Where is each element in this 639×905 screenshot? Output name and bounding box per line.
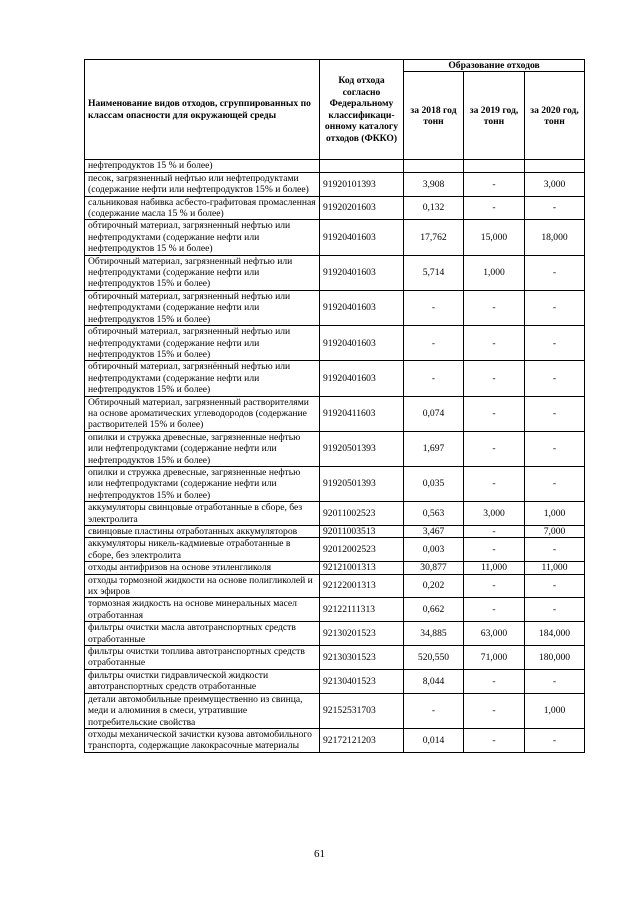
cell-2018: 17,762: [404, 220, 464, 255]
cell-2020: 1,000: [525, 693, 585, 728]
cell-name: Обтирочный материал, загрязненный нефтью или нефтепродуктами (содержание нефти или нефтепродуктов 15% и более): [85, 255, 320, 290]
cell-code: 91920101393: [320, 172, 404, 196]
cell-code: 91920411603: [320, 396, 404, 431]
cell-2020: -: [525, 728, 585, 752]
cell-2020: 18,000: [525, 220, 585, 255]
table-row: [85, 290, 585, 325]
table-row: [85, 728, 585, 752]
cell-code: 92122001313: [320, 574, 404, 598]
table-row: [85, 574, 585, 598]
cell-2020: -: [525, 396, 585, 431]
header-2018: за 2018 год тонн: [404, 72, 464, 160]
table-row: [85, 622, 585, 646]
cell-name: сальниковая набивка асбесто-графитовая промасленная (содержание масла 15 % и более): [85, 196, 320, 220]
cell-2020: -: [525, 431, 585, 466]
cell-name: обтирочный материал, загрязнённый нефтью или нефтепродуктами (содержание нефти или нефтепродуктов 15% и более): [85, 361, 320, 396]
cell-2019: -: [464, 172, 525, 196]
cell-2019: -: [464, 693, 525, 728]
table-row: [85, 646, 585, 670]
cell-name: песок, загрязненный нефтью или нефтепродуктами (содержание нефти или нефтепродуктов 15% и более): [85, 172, 320, 196]
cell-2019: -: [464, 598, 525, 622]
cell-2019: -: [464, 526, 525, 538]
cell-2018: 0,014: [404, 728, 464, 752]
cell-2019: -: [464, 574, 525, 598]
cell-code: 92130201523: [320, 622, 404, 646]
cell-code: 92130401523: [320, 669, 404, 693]
cell-2019: -: [464, 431, 525, 466]
table-row: [85, 562, 585, 574]
cell-2019: -: [464, 196, 525, 220]
cell-code: 91920401603: [320, 220, 404, 255]
cell-code: 91920501393: [320, 431, 404, 466]
cell-2020: 11,000: [525, 562, 585, 574]
cell-name: опилки и стружка древесные, загрязненные нефтью или нефтепродуктами (содержание нефти или нефтепродуктов 15% и более): [85, 466, 320, 501]
cell-2020: -: [525, 466, 585, 501]
table-body: [85, 160, 585, 752]
cell-2020: -: [525, 290, 585, 325]
table-row: [85, 431, 585, 466]
header-name: Наименование видов отходов, сгруппированных по классам опасности для окружающей среды: [85, 60, 320, 160]
cell-code: 92152531703: [320, 693, 404, 728]
table-row: [85, 466, 585, 501]
cell-code: 91920401603: [320, 326, 404, 361]
cell-2018: 8,044: [404, 669, 464, 693]
cell-name: отходы механической зачистки кузова автомобильного транспорта, содержащие лакокрасочные материалы: [85, 728, 320, 752]
cell-2020: 180,000: [525, 646, 585, 670]
cell-name: свинцовые пластины отработанных аккумуляторов: [85, 526, 320, 538]
cell-2018: 1,697: [404, 431, 464, 466]
cell-name: детали автомобильные преимущественно из свинца, меди и алюминия в смеси, утратившие потребительские свойства: [85, 693, 320, 728]
cell-2018: -: [404, 693, 464, 728]
cell-2018: 34,885: [404, 622, 464, 646]
cell-name: тормозная жидкость на основе минеральных масел отработанная: [85, 598, 320, 622]
cell-code: 91920201603: [320, 196, 404, 220]
header-waste-generation: Образование отходов: [404, 60, 585, 72]
table-row: [85, 220, 585, 255]
cell-2018: 5,714: [404, 255, 464, 290]
cell-2019: -: [464, 728, 525, 752]
cell-2019: 3,000: [464, 502, 525, 526]
cell-2018: -: [404, 326, 464, 361]
cell-2019: -: [464, 669, 525, 693]
cell-name: аккумуляторы свинцовые отработанные в сборе, без электролита: [85, 502, 320, 526]
cell-2018: 520,550: [404, 646, 464, 670]
table-row: [85, 196, 585, 220]
cell-name: опилки и стружка древесные, загрязненные нефтью или нефтепродуктами (содержание нефти или нефтепродуктов 15% и более): [85, 431, 320, 466]
cell-2020: [525, 160, 585, 172]
cell-code: 91920401603: [320, 255, 404, 290]
cell-name: обтирочный материал, загрязненный нефтью или нефтепродуктами (содержание нефти или нефтепродуктов 15% и более): [85, 326, 320, 361]
cell-code: 92011002523: [320, 502, 404, 526]
table-row: [85, 160, 585, 172]
cell-2019: 1,000: [464, 255, 525, 290]
cell-code: 92172121203: [320, 728, 404, 752]
header-2019: за 2019 год, тонн: [464, 72, 525, 160]
cell-2018: 0,563: [404, 502, 464, 526]
cell-name: аккумуляторы никель-кадмиевые отработанные в сборе, без электролита: [85, 538, 320, 562]
cell-2019: -: [464, 326, 525, 361]
cell-code: [320, 160, 404, 172]
cell-code: 91920401603: [320, 290, 404, 325]
cell-2019: -: [464, 466, 525, 501]
table-row: [85, 693, 585, 728]
cell-2019: 11,000: [464, 562, 525, 574]
cell-2020: 184,000: [525, 622, 585, 646]
cell-2018: 3,908: [404, 172, 464, 196]
page-number: 61: [314, 848, 325, 860]
cell-name: обтирочный материал, загрязненный нефтью или нефтепродуктами (содержание нефти или нефтепродуктов 15% и более): [85, 290, 320, 325]
cell-2018: -: [404, 361, 464, 396]
cell-code: 91920401603: [320, 361, 404, 396]
table-row: [85, 538, 585, 562]
cell-name: нефтепродуктов 15 % и более): [85, 160, 320, 172]
cell-2018: 0,202: [404, 574, 464, 598]
table-row: [85, 326, 585, 361]
cell-2019: -: [464, 396, 525, 431]
cell-2019: 63,000: [464, 622, 525, 646]
cell-2018: 0,074: [404, 396, 464, 431]
cell-2018: -: [404, 290, 464, 325]
cell-code: 92121001313: [320, 562, 404, 574]
cell-2019: -: [464, 290, 525, 325]
cell-name: отходы тормозной жидкости на основе полигликолей и их эфиров: [85, 574, 320, 598]
cell-2020: 7,000: [525, 526, 585, 538]
cell-2019: [464, 160, 525, 172]
cell-code: 92130301523: [320, 646, 404, 670]
cell-2020: -: [525, 598, 585, 622]
cell-2019: 15,000: [464, 220, 525, 255]
cell-2019: -: [464, 361, 525, 396]
cell-2020: -: [525, 255, 585, 290]
table-row: [85, 669, 585, 693]
table-row: [85, 526, 585, 538]
table-row: [85, 502, 585, 526]
cell-2019: 71,000: [464, 646, 525, 670]
cell-2018: 0,003: [404, 538, 464, 562]
header-2020: за 2020 год, тонн: [525, 72, 585, 160]
cell-2020: -: [525, 538, 585, 562]
cell-2020: -: [525, 361, 585, 396]
cell-2019: -: [464, 538, 525, 562]
cell-2020: 3,000: [525, 172, 585, 196]
cell-2020: 1,000: [525, 502, 585, 526]
cell-name: Обтирочный материал, загрязненный растворителями на основе ароматических углеводородов (содержание растворителей 15% и более): [85, 396, 320, 431]
cell-code: 92011003513: [320, 526, 404, 538]
table-row: [85, 172, 585, 196]
table-row: [85, 598, 585, 622]
cell-2020: -: [525, 196, 585, 220]
cell-2018: 30,877: [404, 562, 464, 574]
header-code: Код отхода согласно Федеральному классификаци-онному каталогу отходов (ФККО): [320, 60, 404, 160]
cell-2020: -: [525, 574, 585, 598]
cell-name: обтирочный материал, загрязненный нефтью или нефтепродуктами (содержание нефти или нефтепродуктов 15 % и более): [85, 220, 320, 255]
table-row: [85, 396, 585, 431]
cell-2020: -: [525, 669, 585, 693]
cell-2018: [404, 160, 464, 172]
cell-2020: -: [525, 326, 585, 361]
cell-name: отходы антифризов на основе этиленгликоля: [85, 562, 320, 574]
cell-2018: 0,035: [404, 466, 464, 501]
cell-name: фильтры очистки гидравлической жидкости автотранспортных средств отработанные: [85, 669, 320, 693]
cell-name: фильтры очистки масла автотранспортных средств отработанные: [85, 622, 320, 646]
table-row: [85, 255, 585, 290]
cell-code: 92122111313: [320, 598, 404, 622]
cell-2018: 0,132: [404, 196, 464, 220]
table-row: [85, 361, 585, 396]
cell-2018: 3,467: [404, 526, 464, 538]
cell-code: 92012002523: [320, 538, 404, 562]
cell-code: 91920501393: [320, 466, 404, 501]
cell-2018: 0,662: [404, 598, 464, 622]
waste-table: [84, 59, 585, 753]
cell-name: фильтры очистки топлива автотранспортных средств отработанные: [85, 646, 320, 670]
